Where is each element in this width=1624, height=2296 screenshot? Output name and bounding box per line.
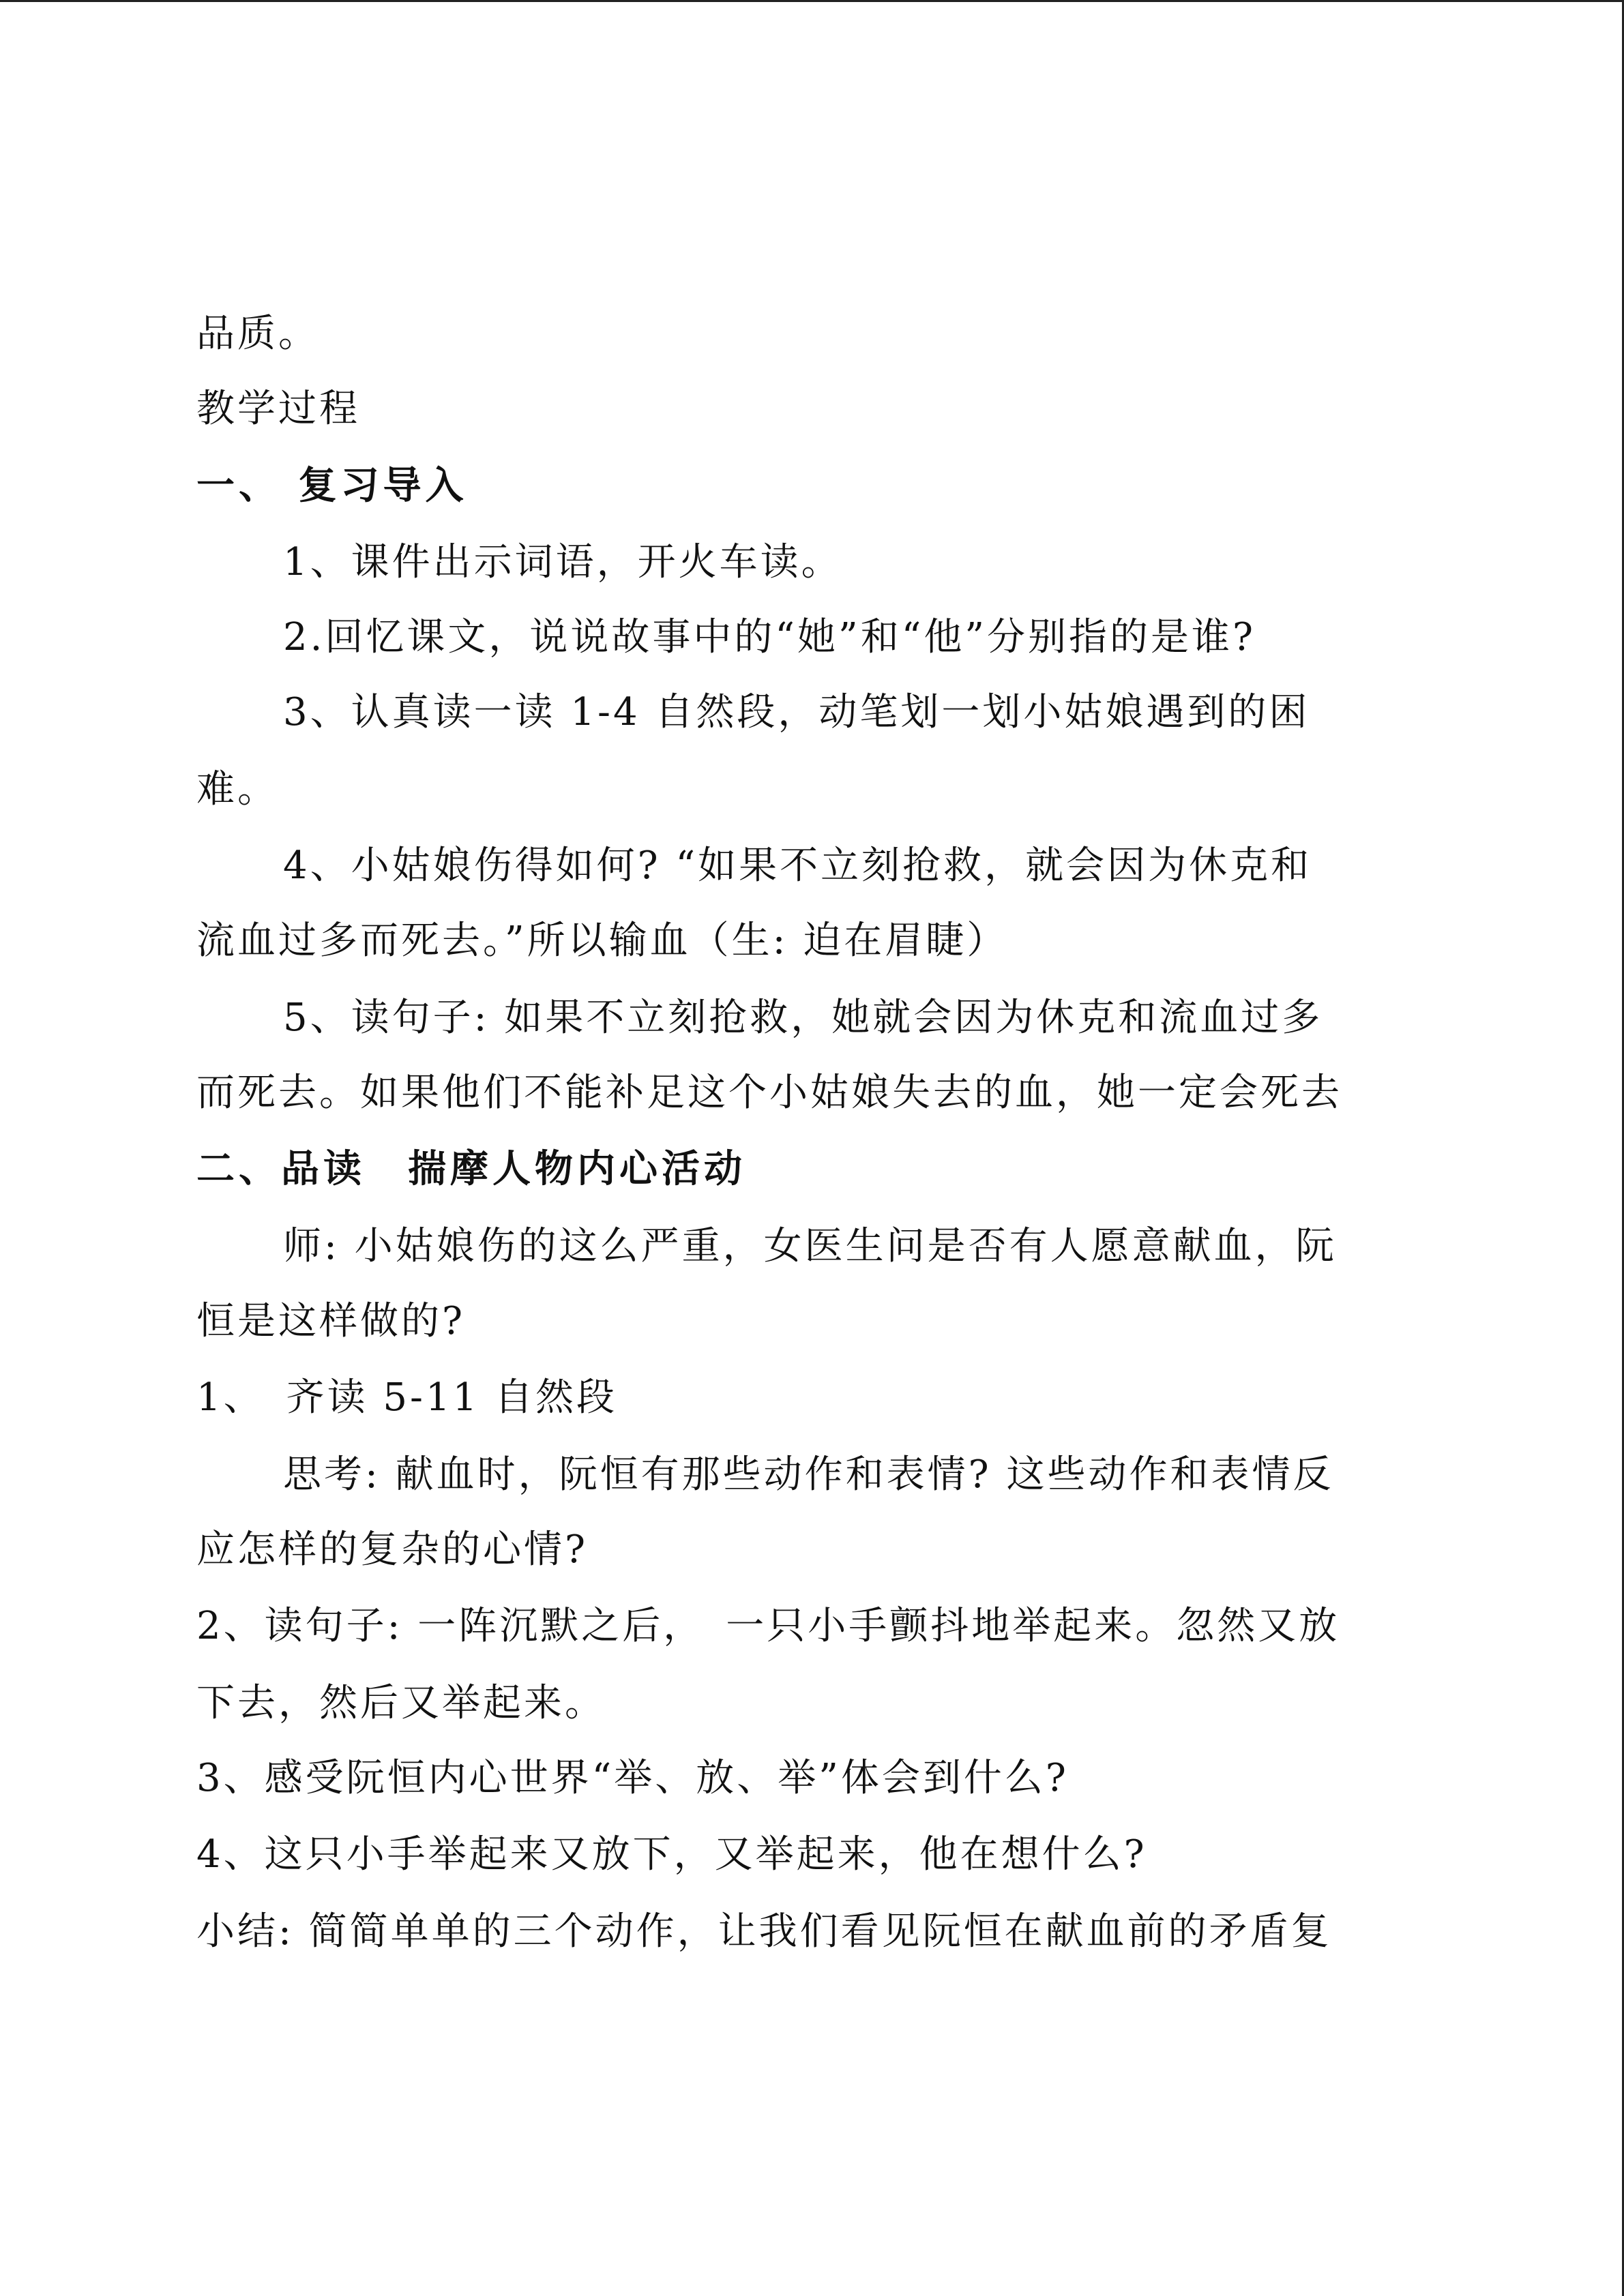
text-line: 师: 小姑娘伤的这么严重，女医生问是否有人愿意献血，阮: [283, 1224, 1337, 1268]
text-line: 1、 齐读 5-11 自然段: [196, 1375, 618, 1420]
text-line: 思考: 献血时，阮恒有那些动作和表情? 这些动作和表情反: [283, 1452, 1334, 1497]
text-line: 应怎样的复杂的心情?: [196, 1527, 589, 1572]
text-line: 3、认真读一读 1-4 自然段，动笔划一划小姑娘遇到的困: [283, 690, 1310, 734]
text-line: 流血过多而死去。”所以输血（生: 迫在眉睫）: [196, 919, 1008, 963]
text-line: 2、读句子: 一阵沉默之后， 一只小手颤抖地举起来。忽然又放: [196, 1604, 1340, 1648]
text-line: 小结: 简简单单的三个动作，让我们看见阮恒在献血前的矛盾复: [196, 1909, 1332, 1954]
text-line: 4、这只小手举起来又放下，又举起来，他在想什么?: [196, 1832, 1147, 1877]
text-line: 教学过程: [196, 387, 360, 431]
text-line: 1、课件出示词语，开火车读。: [283, 540, 842, 584]
text-line: 而死去。如果他们不能补足这个小姑娘失去的血，她一定会死去: [196, 1071, 1342, 1115]
text-line: 品质。: [196, 312, 319, 356]
text-line: 5、读句子: 如果不立刻抢救，她就会因为休克和流血过多: [283, 996, 1323, 1040]
text-line: 难。: [196, 767, 278, 811]
section-heading: 一、 复习导入: [196, 464, 468, 508]
text-line: 3、感受阮恒内心世界“举、放、举”体会到什么?: [196, 1756, 1069, 1800]
page-border-top: [0, 0, 1624, 2]
text-line: 恒是这样做的?: [196, 1299, 466, 1343]
text-line: 4、小姑娘伤得如何? “如果不立刻抢救，就会因为休克和: [283, 844, 1312, 888]
section-heading: 二、品读 揣摩人物内心活动: [196, 1147, 746, 1191]
text-line: 下去，然后又举起来。: [196, 1681, 606, 1725]
text-line: 2.回忆课文，说说故事中的“她”和“他”分别指的是谁?: [283, 615, 1256, 659]
